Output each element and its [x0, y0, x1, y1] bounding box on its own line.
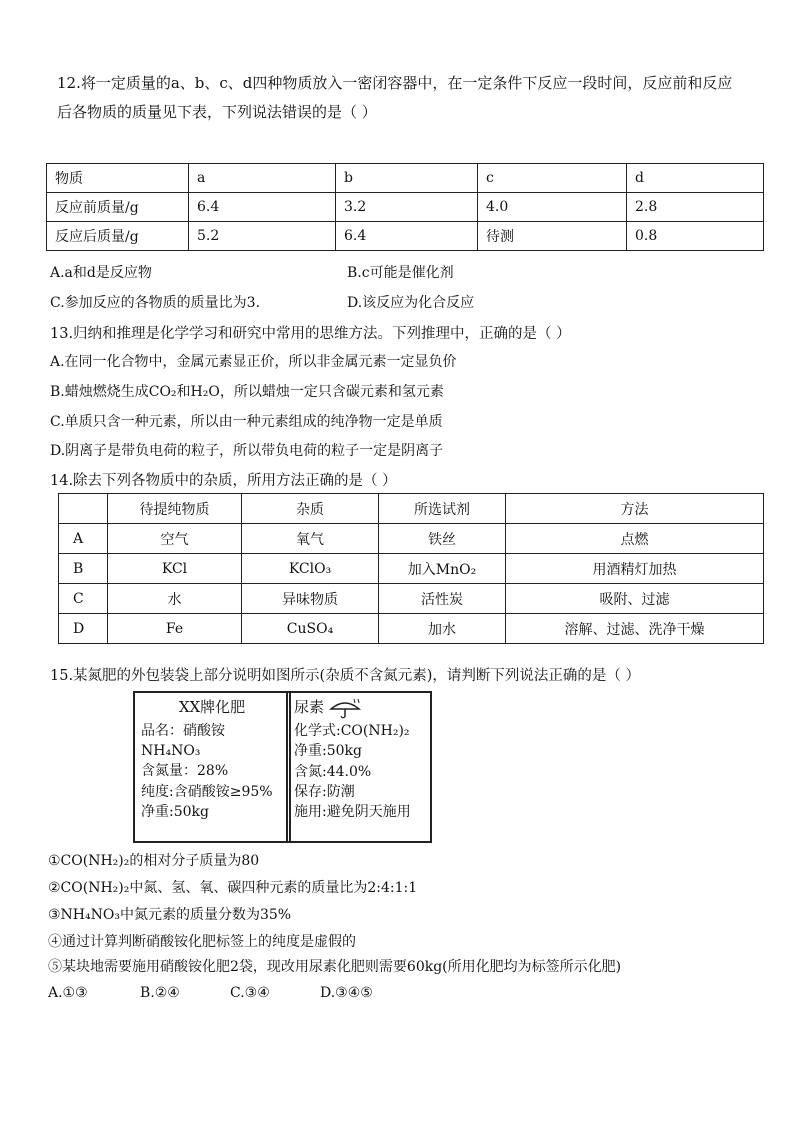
table-cell: 物质: [47, 164, 189, 193]
table-cell: 加水: [379, 614, 506, 644]
q13-option-a[interactable]: A.在同一化合物中，金属元素显正价，所以非金属元素一定显负价: [50, 354, 457, 370]
table-cell: 杂质: [242, 494, 379, 524]
q15-statement-2: ②CO(NH₂)₂中氮、氢、氧、碳四种元素的质量比为2:4:1:1: [48, 880, 418, 896]
label-line: 含氮量：28%: [141, 763, 229, 780]
table-cell: 加入MnO₂: [379, 554, 506, 584]
q12-table: [46, 163, 764, 251]
fertilizer-label-ammonium-nitrate: [133, 691, 291, 843]
table-cell: 6.4: [189, 193, 336, 222]
table-cell: A: [59, 524, 108, 554]
table-header-row: [47, 164, 764, 193]
label-line: 净重:50kg: [294, 743, 362, 760]
table-cell: 空气: [108, 524, 242, 554]
table-row: [59, 554, 764, 584]
q14-table: [58, 493, 764, 644]
table-cell: 溶解、过滤、洗净干燥: [506, 614, 764, 644]
q12-stem-line1: 12.将一定质量的a、b、c、d四种物质放入一密闭容器中，在一定条件下反应一段时间，反应前和反应: [57, 74, 733, 92]
table-cell: 3.2: [336, 193, 478, 222]
table-cell: 水: [108, 584, 242, 614]
table-cell: 0.8: [627, 222, 764, 251]
table-cell: 待提纯物质: [108, 494, 242, 524]
label-line: 化学式:CO(NH₂)₂: [294, 723, 410, 739]
table-cell: 异味物质: [242, 584, 379, 614]
table-cell: B: [59, 554, 108, 584]
table-cell: 用酒精灯加热: [506, 554, 764, 584]
q15-option-c[interactable]: C.③④: [230, 985, 270, 1001]
table-row: [47, 193, 764, 222]
q15-option-a[interactable]: A.①③: [48, 985, 88, 1001]
table-cell: b: [336, 164, 478, 193]
label-line: 施用:避免阴天施用: [294, 804, 411, 821]
table-row: [59, 524, 764, 554]
label-line: 纯度:含硝酸铵≥95%: [141, 783, 273, 800]
q13-stem: 13.归纳和推理是化学学习和研究中常用的思维方法。下列推理中，正确的是（ ）: [50, 326, 571, 342]
table-cell: 氧气: [242, 524, 379, 554]
table-cell: CuSO₄: [242, 614, 379, 644]
table-row: [59, 584, 764, 614]
table-cell: D: [59, 614, 108, 644]
table-cell: a: [189, 164, 336, 193]
q15-statement-4: ④通过计算判断硝酸铵化肥标签上的纯度是虚假的: [48, 934, 356, 950]
label-line: 净重:50kg: [141, 803, 209, 820]
table-cell: KCl: [108, 554, 242, 584]
umbrella-icon: [328, 697, 362, 719]
table-cell: 方法: [506, 494, 764, 524]
q15-statement-1: ①CO(NH₂)₂的相对分子质量为80: [48, 853, 260, 869]
table-cell: 吸附、过滤: [506, 584, 764, 614]
q14-stem: 14.除去下列各物质中的杂质，所用方法正确的是（ ）: [50, 473, 397, 489]
table-cell: Fe: [108, 614, 242, 644]
label-line: 含氮:44.0%: [294, 763, 372, 780]
table-cell: 待测: [478, 222, 627, 251]
table-cell: 5.2: [189, 222, 336, 251]
q13-option-b[interactable]: B.蜡烛燃烧生成CO₂和H₂O，所以蜡烛一定只含碳元素和氢元素: [50, 384, 444, 400]
q15-option-d[interactable]: D.③④⑤: [320, 985, 373, 1001]
table-cell: 点燃: [506, 524, 764, 554]
q12-option-d[interactable]: D.该反应为化合反应: [347, 295, 475, 311]
table-cell: 铁丝: [379, 524, 506, 554]
table-cell: 反应后质量/g: [47, 222, 189, 251]
table-cell: [59, 494, 108, 524]
q13-option-d[interactable]: D.阴离子是带负电荷的粒子，所以带负电荷的粒子一定是阴离子: [50, 443, 444, 459]
label-line: 品名：硝酸铵NH₄NO₃: [141, 722, 225, 760]
table-cell: 4.0: [478, 193, 627, 222]
table-row: [47, 222, 764, 251]
table-cell: KClO₃: [242, 554, 379, 584]
q12-option-b[interactable]: B.c可能是催化剂: [347, 265, 454, 281]
table-header-row: [59, 494, 764, 524]
label-line: 保存:防潮: [294, 783, 355, 800]
table-cell: d: [627, 164, 764, 193]
q15-stem: 15.某氮肥的外包装袋上部分说明如图所示(杂质不含氮元素)，请判断下列说法正确的是（ ）: [50, 668, 640, 684]
table-cell: 6.4: [336, 222, 478, 251]
label-title: XX牌化肥: [178, 698, 246, 716]
label-title: 尿素: [294, 698, 325, 717]
q12-option-a[interactable]: A.a和d是反应物: [50, 265, 152, 281]
table-cell: C: [59, 584, 108, 614]
q15-statement-3: ③NH₄NO₃中氮元素的质量分数为35%: [48, 907, 292, 923]
table-cell: 所选试剂: [379, 494, 506, 524]
q12-option-c[interactable]: C.参加反应的各物质的质量比为3.: [50, 295, 261, 311]
table-cell: 活性炭: [379, 584, 506, 614]
table-row: [59, 614, 764, 644]
fertilizer-label-urea: [286, 691, 432, 843]
q13-option-c[interactable]: C.单质只含一种元素，所以由一种元素组成的纯净物一定是单质: [50, 414, 443, 430]
table-cell: 2.8: [627, 193, 764, 222]
table-cell: c: [478, 164, 627, 193]
q12-stem-line2: 后各物质的质量见下表，下列说法错误的是（ ）: [57, 103, 377, 121]
q15-statement-5: ⑤某块地需要施用硝酸铵化肥2袋，现改用尿素化肥则需要60kg(所用化肥均为标签所示化肥): [48, 959, 622, 975]
table-cell: 反应前质量/g: [47, 193, 189, 222]
q15-option-b[interactable]: B.②④: [140, 985, 180, 1001]
